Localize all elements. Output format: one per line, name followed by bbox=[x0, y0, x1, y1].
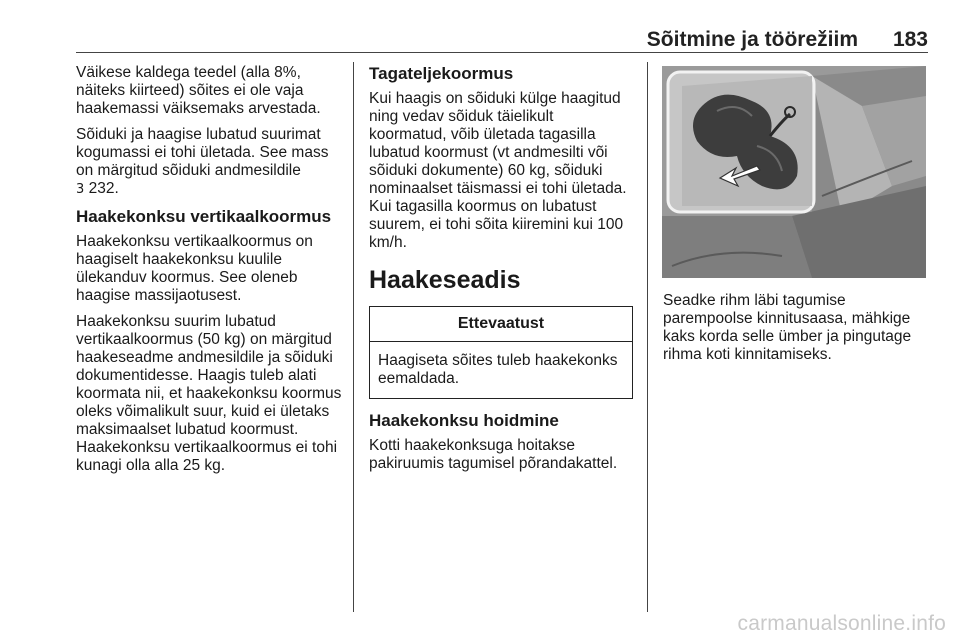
heading-vertical-load: Haakekonksu vertikaalkoormus bbox=[76, 207, 332, 226]
paragraph-rear-axle-load: Kui haagis on sõiduki külge haagitud ning vedav sõiduk täielikult koormatud, võib ületada tagasilla lubatud koormust (vt andmesilti või sõiduki dokumente) 60 kg, sõiduki nominaalset täismassi ei tohi ületada. Kui tagasilla koormus on lubatust suurem, ei tohi sõita kiiremini kui 100 km/h. bbox=[369, 90, 627, 251]
column-middle bbox=[369, 64, 633, 481]
page-title: Sõitmine ja töörežiim bbox=[646, 28, 858, 51]
page-number: 183 bbox=[892, 28, 928, 51]
column-divider-1 bbox=[353, 62, 354, 612]
trunk-tow-bar-bag-illustration bbox=[662, 66, 926, 278]
heading-tow-bar-storage: Haakekonksu hoidmine bbox=[369, 411, 559, 430]
column-left bbox=[76, 64, 344, 483]
paragraph-slope: Väikese kaldega teedel (alla 8%, näiteks kiirteed) sõites ei ole vaja haakemassi väiksemaks arvestada. bbox=[76, 64, 321, 117]
header-rule bbox=[76, 52, 928, 53]
column-right bbox=[663, 292, 933, 372]
watermark: carmanualsonline.info bbox=[737, 612, 946, 635]
illustration-svg bbox=[662, 66, 926, 278]
paragraph-vertical-load-def: Haakekonksu vertikaalkoormus on haagiselt haakekonksu kuulile ülekanduv koormus. See oleneb haagise massijaotusest. bbox=[76, 233, 313, 304]
caution-title: Ettevaatust bbox=[370, 307, 632, 342]
paragraph-gross-mass bbox=[76, 126, 344, 199]
paragraph-tow-bar-storage: Kotti haakekonksuga hoitakse pakiruumis tagumisel põrandakattel. bbox=[369, 437, 618, 472]
column-divider-2 bbox=[647, 62, 648, 612]
xref-page-link[interactable]: 232. bbox=[88, 180, 119, 197]
heading-rear-axle-load: Tagateljekoormus bbox=[369, 64, 514, 83]
paragraph-strap-instructions: Seadke rihm läbi tagumise parempoolse kinnitusaasa, mähkige kaks korda selle ümber ja pingutage rihma koti kinnitamiseks. bbox=[663, 292, 912, 363]
caution-text: Haagiseta sõites tuleb haakekonks eemaldada. bbox=[378, 352, 618, 387]
caution-box bbox=[369, 306, 633, 399]
heading-towing-equipment: Haakeseadis bbox=[369, 266, 521, 294]
page-header bbox=[76, 28, 928, 50]
paragraph-gross-mass-text: Sõiduki ja haagise lubatud suurimat kogumassi ei tohi ületada. See mass on märgitud sõiduki andmesildile bbox=[76, 126, 329, 179]
paragraph-vertical-load-max: Haakekonksu suurim lubatud vertikaalkoormus (50 kg) on märgitud haakeseadme andmesildile ja sõiduki dokumentidesse. Haagis tuleb alati koormata nii, et haakekonksu koormus oleks võimalikult suur, kuid ei ületaks maksimaalset lubatud koormust. Haakekonksu vertikaalkoormus ei tohi kunagi olla alla 25 kg. bbox=[76, 313, 342, 474]
xref-arrow-icon: 3 bbox=[76, 182, 85, 197]
